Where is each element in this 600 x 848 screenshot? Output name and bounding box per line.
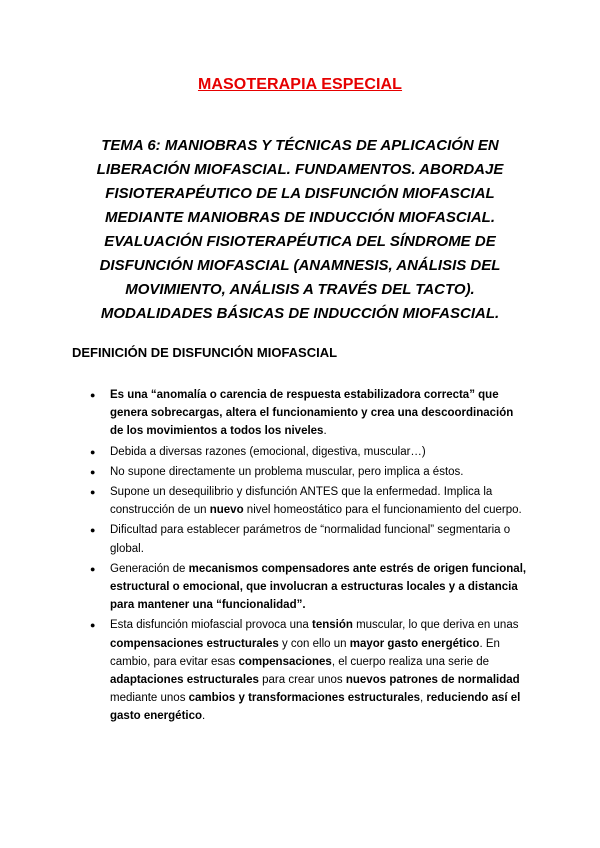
text-run: Dificultad para establecer parámetros de “normalidad funcional” segmentaria o global.: [110, 524, 511, 555]
text-run: Generación de: [110, 562, 189, 575]
text-run: Debida a diversas razones (emocional, digestiva, muscular…): [110, 445, 426, 458]
text-run: .: [202, 710, 206, 723]
document-title: MASOTERAPIA ESPECIAL: [197, 76, 403, 93]
text-run: No supone directamente un problema muscular, pero implica a éstos.: [110, 465, 464, 478]
bullet-item: [92, 521, 528, 557]
bullet-item: [92, 443, 528, 461]
bullet-item: [92, 463, 528, 481]
text-run: . En cambio, para evitar esas: [110, 637, 500, 668]
bold-text: adaptaciones estructurales: [110, 674, 259, 687]
bold-text: tensión: [312, 619, 353, 632]
bold-text: nuevos patrones de normalidad: [345, 674, 520, 687]
text-run: Supone un desequilibrio y disfunción ANTES que la enfermedad. Implica la construcción de un: [110, 486, 493, 517]
text-run: .: [323, 425, 327, 438]
bold-text: compensaciones: [238, 655, 332, 668]
bold-text: mecanismos compensadores ante estrés de origen funcional, estructural o emocional, que involucran a estructuras locales y a distancia para mantener una “funcionalidad”.: [110, 562, 527, 612]
bullet-item: [92, 483, 528, 519]
bullet-item: [92, 560, 528, 615]
text-run: mediante unos: [110, 692, 189, 705]
text-run: Esta disfunción miofascial provoca una: [110, 619, 312, 632]
bold-text: Es una “anomalía o carencia de respuesta estabilizadora correcta” que genera sobrecargas, altera el funcionamiento y crea una descoordinación de los movimientos a todos los niveles: [110, 389, 514, 438]
bold-text: cambios y transformaciones estructurales: [188, 692, 421, 705]
bullet-list: [92, 386, 528, 728]
text-run: y con ello un: [278, 637, 350, 650]
section-heading: DEFINICIÓN DE DISFUNCIÓN MIOFASCIAL: [72, 345, 338, 360]
bold-text: nuevo: [209, 504, 244, 517]
bold-text: compensaciones estructurales: [110, 637, 279, 650]
text-run: ,: [420, 692, 427, 705]
bold-text: reduciendo así el gasto energético: [110, 692, 521, 723]
bullet-item: [92, 616, 528, 725]
bullet-item: [92, 386, 528, 441]
topic-subtitle: TEMA 6: MANIOBRAS Y TÉCNICAS DE APLICACIÓN EN LIBERACIÓN MIOFASCIAL. FUNDAMENTOS. ABORDAJE FISIOTERAPÉUTICO DE LA DISFUNCIÓN MIOFASCIAL MEDIANTE MANIOBRAS DE INDUCCIÓN MIOFASCIAL. EVALUACIÓN FISIOTERAPÉUTICA DEL SÍNDROME DE DISFUNCIÓN MIOFASCIAL (ANAMNESIS, ANÁLISIS DEL MOVIMIENTO, ANÁLISIS A TRAVÉS DEL TACTO). MODALIDADES BÁSICAS DE INDUCCIÓN MIOFASCIAL.: [96, 137, 504, 322]
text-run: nivel homeostático para el funcionamiento del cuerpo.: [243, 504, 522, 517]
text-run: muscular, lo que deriva en unas: [352, 619, 519, 632]
text-run: para crear unos: [258, 674, 346, 687]
text-run: , el cuerpo realiza una serie de: [331, 655, 490, 668]
bold-text: mayor gasto energético: [349, 637, 480, 650]
